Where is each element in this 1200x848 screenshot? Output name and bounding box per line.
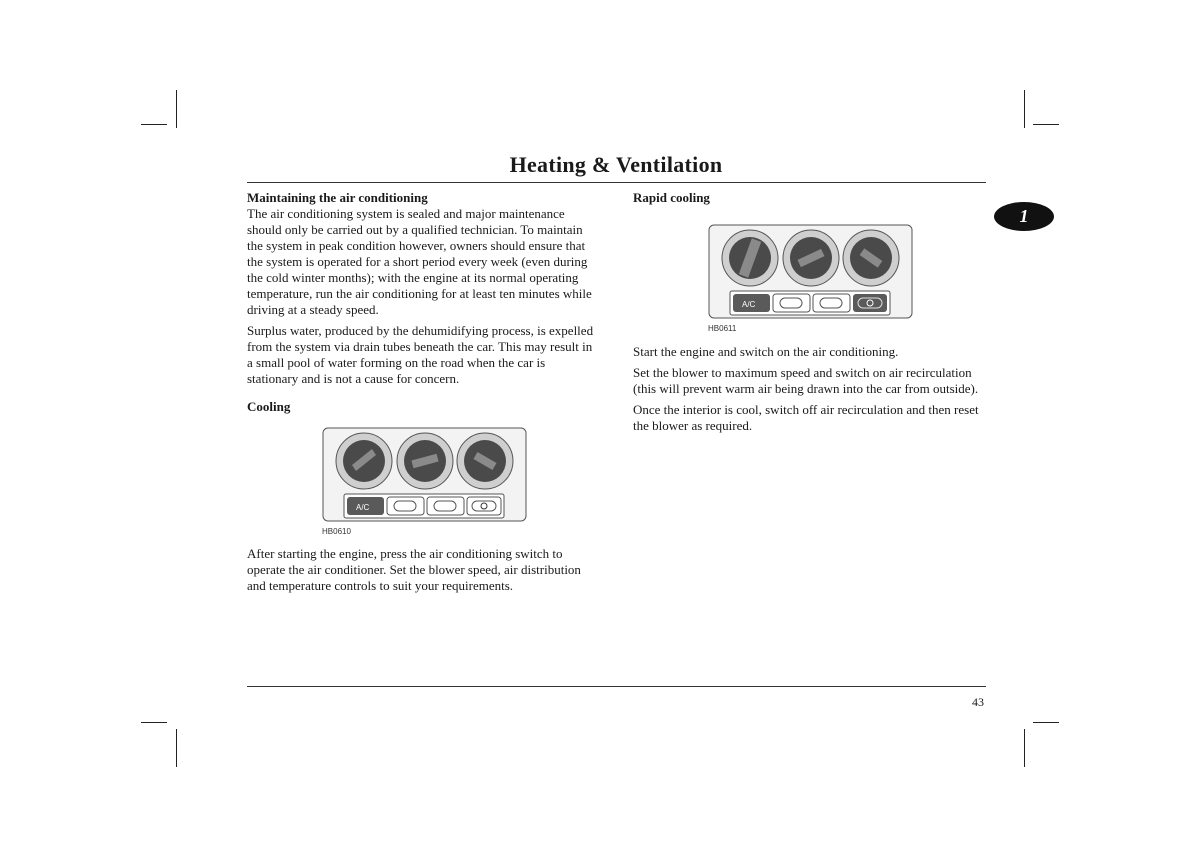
- crop-mark: [141, 124, 167, 125]
- rapid-cooling-heading: Rapid cooling: [633, 190, 710, 205]
- distribution-knob: [457, 433, 513, 489]
- crop-mark: [176, 90, 177, 128]
- right-column: [633, 190, 985, 439]
- rapid-cooling-figure: [708, 224, 914, 333]
- distribution-knob: [843, 230, 899, 286]
- recirculation-button[interactable]: [467, 497, 501, 515]
- crop-mark: [141, 722, 167, 723]
- page-number: 43: [972, 695, 984, 709]
- recirculation-button[interactable]: [853, 294, 887, 312]
- blower-knob: [397, 433, 453, 489]
- footer-rule: [247, 686, 986, 687]
- rapid-paragraph-2: Set the blower to maximum speed and switch on air recirculation (this will prevent warm air being drawn into the car from outside).: [633, 365, 979, 396]
- cooling-heading: Cooling: [247, 399, 291, 414]
- climate-panel-illustration: [708, 224, 914, 320]
- left-column: [247, 190, 597, 599]
- ac-button-label: A/C: [742, 300, 756, 309]
- rear-screen-button[interactable]: [773, 294, 810, 312]
- cooling-figure: [322, 427, 528, 536]
- rear-screen-button[interactable]: [387, 497, 424, 515]
- ac-button-label: A/C: [356, 503, 370, 512]
- rapid-cooling-figure-code: HB0611: [708, 324, 737, 333]
- maintaining-paragraph-1: The air conditioning system is sealed and major maintenance should only be carried out by a qualified technician. To maintain the system in peak condition however, owners should ensure that the system is operated for a short period every week (even during the cold winter months); with the engine at its normal operating temperature, run the air conditioning for at least ten minutes while driving at a steady speed.: [247, 206, 592, 317]
- rapid-paragraph-3: Once the interior is cool, switch off air recirculation and then reset the blower as required.: [633, 402, 979, 433]
- chapter-tab: [994, 202, 1054, 231]
- crop-mark: [1033, 722, 1059, 723]
- ac-button[interactable]: [733, 294, 770, 312]
- front-screen-button[interactable]: [427, 497, 464, 515]
- crop-mark: [1024, 729, 1025, 767]
- chapter-number: 1: [1019, 206, 1029, 226]
- blower-knob: [783, 230, 839, 286]
- page-title: Heating & Ventilation: [509, 152, 723, 177]
- crop-mark: [1033, 124, 1059, 125]
- maintaining-heading: Maintaining the air conditioning: [247, 190, 428, 205]
- header-rule: [247, 182, 986, 183]
- rapid-paragraph-1: Start the engine and switch on the air conditioning.: [633, 344, 899, 359]
- ac-button[interactable]: [347, 497, 384, 515]
- crop-mark: [176, 729, 177, 767]
- crop-mark: [1024, 90, 1025, 128]
- cooling-figure-code: HB0610: [322, 527, 351, 536]
- front-screen-button[interactable]: [813, 294, 850, 312]
- climate-panel-illustration: [322, 427, 528, 523]
- maintaining-paragraph-2: Surplus water, produced by the dehumidifying process, is expelled from the system via drain tubes beneath the car. This may result in a small pool of water forming on the road when the car is stationary and is not a cause for concern.: [247, 323, 594, 386]
- cooling-paragraph-1: After starting the engine, press the air conditioning switch to operate the air conditioner. Set the blower speed, air distribution and temperature controls to suit your requirements.: [247, 546, 581, 593]
